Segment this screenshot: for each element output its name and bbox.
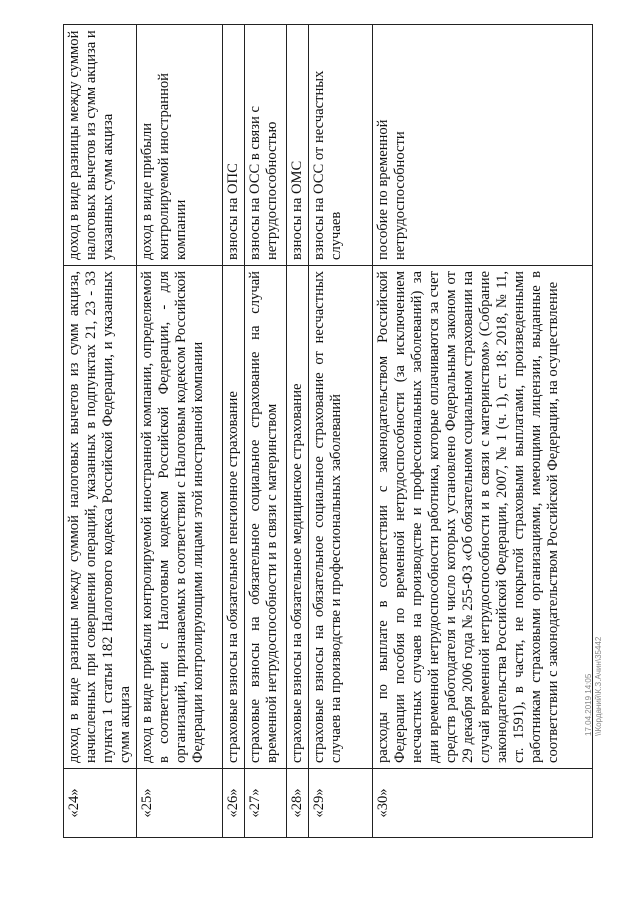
row-description: доход в виде прибыли контролируемой иностранной компании, определяемой в соответствии с Налоговым кодексом Российской Федерации, - для организаций, признаваемых в соответствии с Налоговым кодексом Российской Федерации контролирующими лицами этой иностранной компании [137, 266, 223, 769]
table-row [287, 25, 309, 838]
row-category: взносы на ОСС в связи с нетрудоспособностью [245, 25, 287, 266]
row-description: страховые взносы на обязательное пенсионное страхование [223, 266, 245, 769]
stamp-path: \\Корданий\К.З.Ачин\35442 [594, 636, 603, 736]
row-description: страховые взносы на обязательное медицинское страхование [287, 266, 309, 769]
row-description: страховые взносы на обязательное социальное страхование от несчастных случаев на производстве и профессиональных заболеваний [309, 266, 373, 769]
rotated-page-content [63, 30, 583, 838]
table-row [137, 25, 223, 838]
table-row [64, 25, 137, 838]
row-code: «28» [287, 769, 309, 838]
table-row [245, 25, 287, 838]
row-description: расходы по выплате в соответствии с законодательством Российской Федерации пособия по временной нетрудоспособности (за исключением несчастных случаев на производстве и профессиональных заболеваний) за дни временной нетрудоспособности работника, которые оплачиваются за счет средств работодателя и число которых установлено Федеральным законом от 29 декабря 2006 года № 255-ФЗ «Об обязательном социальном страховании на случай временной нетрудоспособности и в связи с материнством» (Собрание законодательства Российской Федерации, 2007, № 1 (ч. 1), ст. 18; 2018, № 11, ст. 1591), в части, не покрытой страховыми выплатами, произведенными работникам страховыми организациями, имеющими лицензии, выданные в соответствии с законодательством Российской Федерации, на осуществление [373, 266, 593, 769]
row-code: «30» [373, 769, 593, 838]
row-category: пособие по временной нетрудоспособности [373, 25, 593, 266]
row-code: «27» [245, 769, 287, 838]
row-category: доход в виде разницы между суммой налоговых вычетов из сумм акциза и указанных сумм акциза [64, 25, 137, 266]
row-category: взносы на ОМС [287, 25, 309, 266]
row-description: доход в виде разницы между суммой налоговых вычетов из сумм акциза, начисленных при совершении операций, указанных в подпунктах 21, 23 - 33 пункта 1 статьи 182 Налогового кодекса Российской Федерации, и указанных сумм акциза [64, 266, 137, 769]
row-description: страховые взносы на обязательное социальное страхование на случай временной нетрудоспособности и в связи с материнством [245, 266, 287, 769]
row-code: «25» [137, 769, 223, 838]
table-row [373, 25, 593, 838]
table-row [223, 25, 245, 838]
row-category: взносы на ОПС [223, 25, 245, 266]
row-category: доход в виде прибыли контролируемой иностранной компании [137, 25, 223, 266]
table-row [309, 25, 373, 838]
row-category: взносы на ОСС от несчастных случаев [309, 25, 373, 266]
stamp-date: 17.04.2019 14:05 [584, 673, 593, 736]
row-code: «29» [309, 769, 373, 838]
row-code: «26» [223, 769, 245, 838]
row-code: «24» [64, 769, 137, 838]
income-expense-table [63, 24, 593, 838]
file-stamp [584, 546, 604, 736]
